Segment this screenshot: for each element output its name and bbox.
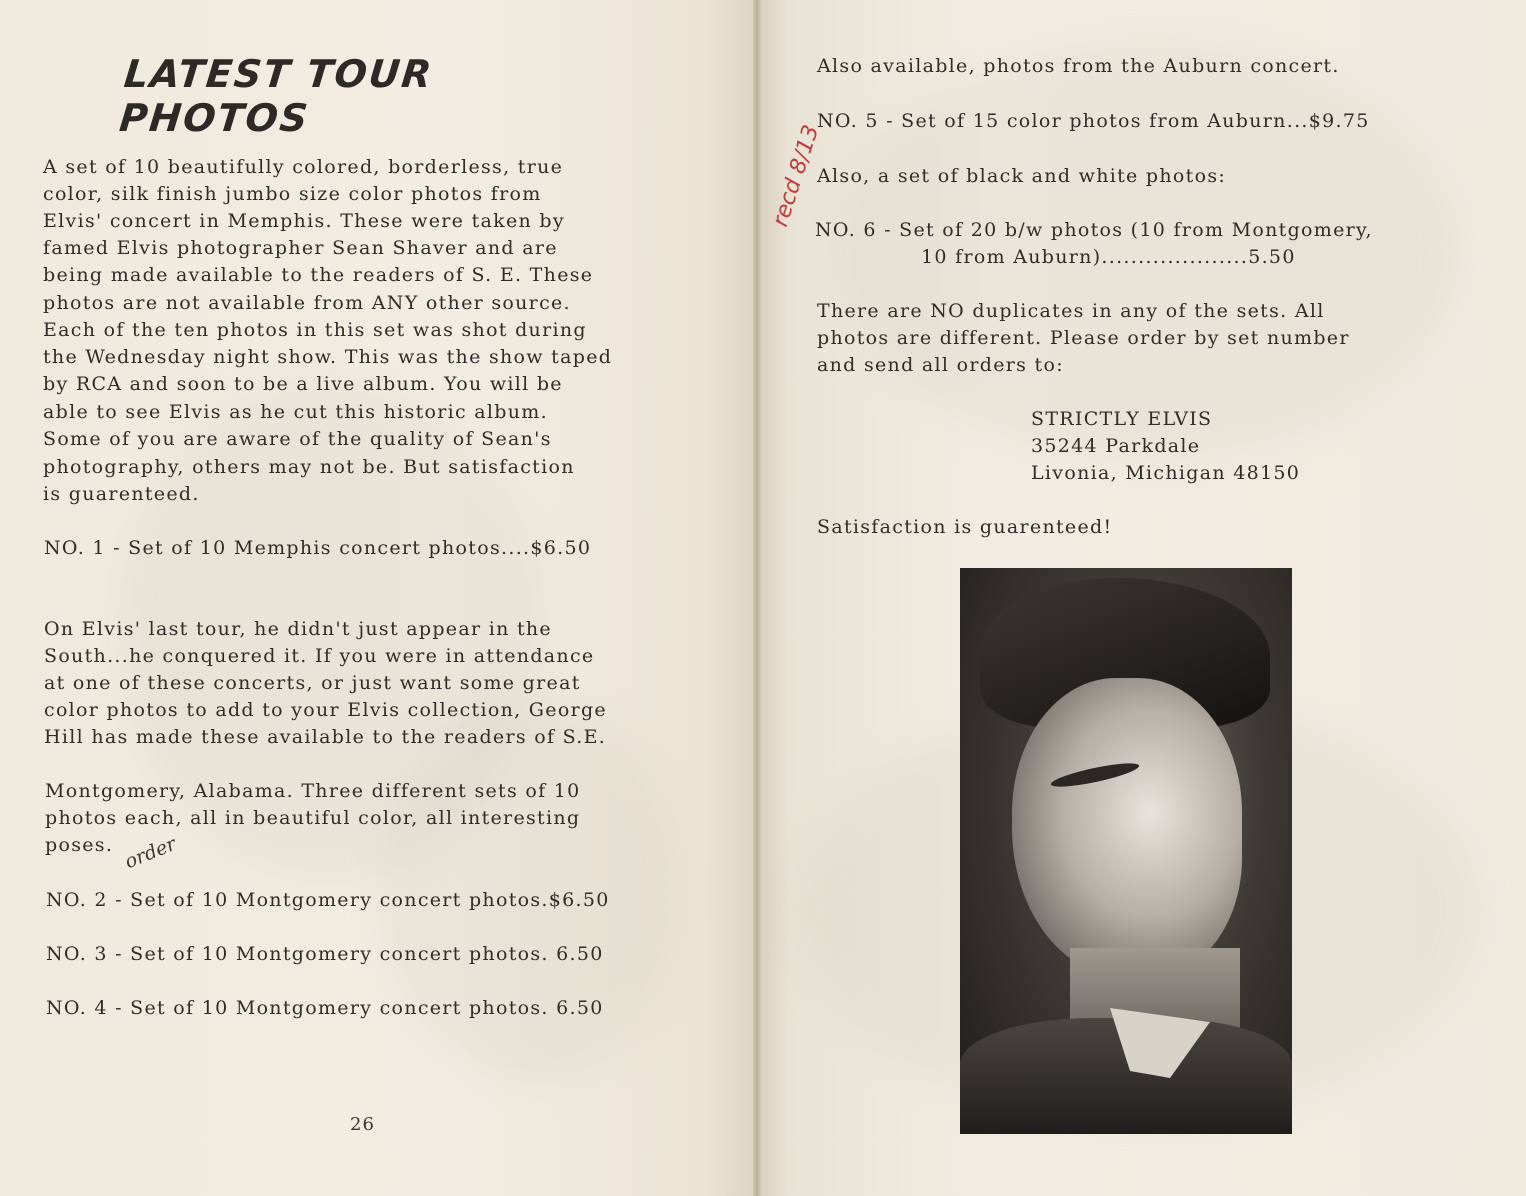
text-line: On Elvis' last tour, he didn't just appear in the [44, 618, 552, 640]
text-line: poses. [45, 834, 114, 856]
handwritten-received-note: recd 8/13 [768, 122, 825, 230]
page-number: 26 [350, 1114, 375, 1135]
text-line: color photos to add to your Elvis collection, George [44, 699, 607, 721]
text-line: photos are different. Please order by set number [817, 327, 1350, 349]
order-item-3: NO. 3 - Set of 10 Montgomery concert photos. 6.50 [46, 943, 604, 965]
text-line: is guarenteed. [43, 483, 200, 505]
text-line: able to see Elvis as he cut this historic album. [43, 401, 548, 423]
text-line: the Wednesday night show. This was the show taped [43, 346, 613, 368]
text-line: photography, others may not be. But satisfaction [43, 456, 575, 478]
order-item-4: NO. 4 - Set of 10 Montgomery concert photos. 6.50 [46, 997, 604, 1019]
order-item-6-continued: 10 from Auburn)....................5.50 [921, 246, 1296, 268]
address-street: 35244 Parkdale [1031, 435, 1201, 457]
text-line: There are NO duplicates in any of the sets. All [817, 300, 1325, 322]
closing-line: Satisfaction is guarenteed! [817, 516, 1113, 538]
bw-intro: Also, a set of black and white photos: [817, 165, 1227, 187]
page-title: LATEST TOUR PHOTOS [117, 52, 436, 140]
order-item-5: NO. 5 - Set of 15 color photos from Auburn...$9.75 [817, 110, 1370, 132]
photo-face [1012, 678, 1242, 978]
text-line: color, silk finish jumbo size color photos from [43, 183, 542, 205]
handwritten-order-note: order [121, 832, 180, 874]
text-line: photos each, all in beautiful color, all interesting [45, 807, 581, 829]
text-line: Each of the ten photos in this set was shot during [43, 319, 587, 341]
order-item-1: NO. 1 - Set of 10 Memphis concert photos....$6.50 [44, 537, 592, 559]
order-item-6: NO. 6 - Set of 20 b/w photos (10 from Montgomery, [815, 219, 1373, 241]
address-name: STRICTLY ELVIS [1031, 408, 1213, 430]
text-line: Elvis' concert in Memphis. These were taken by [43, 210, 565, 232]
text-line: famed Elvis photographer Sean Shaver and are [43, 237, 558, 259]
auburn-intro: Also available, photos from the Auburn concert. [817, 55, 1340, 77]
text-line: Montgomery, Alabama. Three different sets of 10 [45, 780, 581, 802]
text-line: being made available to the readers of S. E. These [43, 264, 594, 286]
text-line: Some of you are aware of the quality of Sean's [43, 428, 552, 450]
text-line: and send all orders to: [817, 354, 1064, 376]
book-gutter [753, 0, 761, 1196]
text-line: by RCA and soon to be a live album. You will be [43, 373, 563, 395]
order-item-2: NO. 2 - Set of 10 Montgomery concert photos.$6.50 [46, 889, 610, 911]
text-line: South...he conquered it. If you were in attendance [44, 645, 595, 667]
text-line: photos are not available from ANY other source. [43, 292, 571, 314]
text-line: at one of these concerts, or just want some great [44, 672, 581, 694]
text-line: Hill has made these available to the readers of S.E. [44, 726, 607, 748]
text-line: A set of 10 beautifully colored, borderless, true [43, 156, 564, 178]
elvis-portrait-photo [960, 568, 1292, 1134]
address-city: Livonia, Michigan 48150 [1031, 462, 1301, 484]
